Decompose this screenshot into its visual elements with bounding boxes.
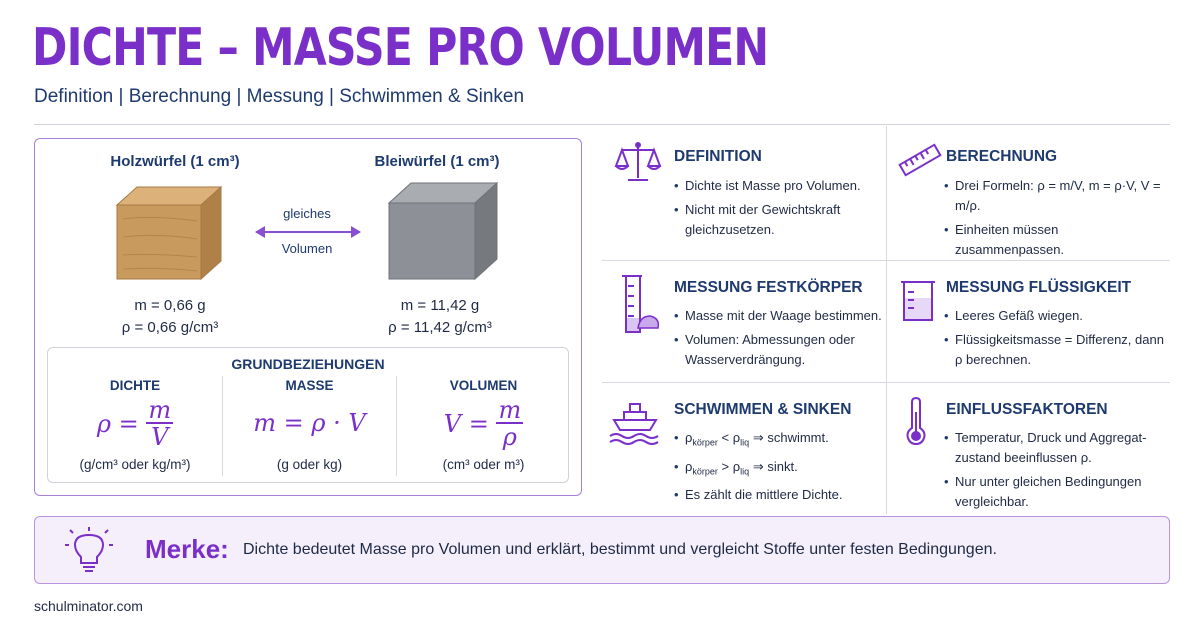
scale-icon <box>614 140 662 184</box>
relation-volume-title: VOLUMEN <box>449 378 518 393</box>
list-item: • Nur unter gleichen Bedingungen vergleichbar. <box>944 472 1156 512</box>
lead-cube-icon <box>385 179 501 283</box>
rho-symbol: ρ <box>685 458 693 474</box>
density-formula-lhs: ρ = <box>96 410 139 438</box>
footer-site: schulminator.com <box>34 598 143 614</box>
density-fraction <box>146 398 173 450</box>
list-item: • Drei Formeln: ρ = m/V, m = ρ·V, V = m/ρ. <box>944 176 1168 216</box>
density-fraction-den: V <box>151 423 169 451</box>
list-item: • Flüssigkeitsmasse = Differenz, dann ρ berechnen. <box>944 330 1166 370</box>
volume-formula <box>397 396 570 451</box>
greater-than-sign: > <box>721 458 730 474</box>
list-item: • Temperatur, Druck und Aggregatzustand beeinflussen ρ. <box>944 428 1156 468</box>
subscript-body: körper <box>692 437 718 448</box>
volume-formula-lhs: V = <box>443 410 489 438</box>
merke-box <box>34 516 1170 584</box>
volume-fraction <box>496 398 523 450</box>
merke-label: Merke: <box>145 534 229 564</box>
list-item: • Leeres Gefäß wiegen. <box>944 306 1166 326</box>
page-subtitle: Definition | Berechnung | Messung | Schwimmen & Sinken <box>34 86 525 107</box>
header-divider <box>34 124 1170 125</box>
card-definition-list <box>674 176 878 244</box>
card-schwimmen-list <box>674 428 884 509</box>
rho-symbol: ρ <box>732 458 741 474</box>
relation-density-title: DICHTE <box>109 378 161 393</box>
rho-symbol: ρ <box>685 430 693 445</box>
relation-mass <box>222 376 396 476</box>
list-item <box>674 457 884 482</box>
card-messung-fest-title: MESSUNG FESTKÖRPER <box>674 279 863 296</box>
card-messung-fluessig-list <box>944 306 1166 374</box>
mass-formula <box>223 398 396 448</box>
lightbulb-icon <box>63 525 115 577</box>
arrow-text-bottom: Volumen <box>281 241 333 256</box>
lead-mass: m = 11,42 g <box>400 297 480 314</box>
subscript-liq: liq <box>740 437 750 448</box>
ruler-icon <box>896 140 942 180</box>
list-item <box>674 428 884 453</box>
implies-arrow: ⇒ <box>752 458 764 474</box>
grid-divider-2 <box>602 382 1170 383</box>
card-einfluss-list <box>944 428 1156 516</box>
wood-density: ρ = 0,66 g/cm³ <box>121 319 219 336</box>
card-definition-title: DEFINITION <box>674 148 762 165</box>
comparison-panel <box>34 138 582 496</box>
mass-formula-expr: m = ρ · V <box>253 409 366 437</box>
card-messung-fluessig-title: MESSUNG FLÜSSIGKEIT <box>946 279 1132 296</box>
density-fraction-num: m <box>148 396 172 424</box>
mass-unit: (g oder kg) <box>276 457 343 472</box>
arrow-text-top: gleiches <box>283 206 331 221</box>
list-item: • Volumen: Abmessungen oder Wasserverdrängung. <box>674 330 884 370</box>
list-item: • Dichte ist Masse pro Volumen. <box>674 176 878 196</box>
relation-density <box>48 376 222 476</box>
relation-volume <box>396 376 570 476</box>
sink-text: sinkt. <box>767 458 798 474</box>
card-schwimmen-title: SCHWIMMEN & SINKEN <box>674 401 852 418</box>
list-item: • Masse mit der Waage bestimmen. <box>674 306 884 326</box>
lead-density: ρ = 11,42 g/cm³ <box>388 319 492 336</box>
implies-arrow: ⇒ <box>752 430 764 445</box>
wood-cube-label: Holzwürfel (1 cm³) <box>110 153 240 170</box>
wood-mass: m = 0,66 g <box>134 297 206 314</box>
volume-fraction-den: ρ <box>502 423 517 451</box>
card-berechnung-title: BERECHNUNG <box>946 148 1058 165</box>
card-einfluss-title: EINFLUSSFAKTOREN <box>946 401 1108 418</box>
double-arrow-icon <box>255 225 361 239</box>
merke-text: Dichte bedeutet Masse pro Volumen und erklärt, bestimmt und vergleicht Stoffe unter festen Bedingungen. <box>243 541 997 558</box>
relations-box <box>47 347 569 483</box>
less-than-sign: < <box>721 430 730 445</box>
float-text: schwimmt. <box>767 430 829 445</box>
list-item: • Einheiten müssen zusammenpassen. <box>944 220 1168 260</box>
list-item: • Es zählt die mittlere Dichte. <box>674 485 884 505</box>
card-berechnung-list <box>944 176 1168 264</box>
ship-icon <box>608 398 662 446</box>
volume-unit: (cm³ oder m³) <box>442 457 525 472</box>
density-unit: (g/cm³ oder kg/m³) <box>79 457 191 472</box>
lead-cube-label: Bleiwürfel (1 cm³) <box>374 153 500 170</box>
density-formula <box>48 396 222 451</box>
measuring-cylinder-icon <box>614 272 664 338</box>
card-messung-fest-list <box>674 306 884 374</box>
list-item: • Nicht mit der Gewichtskraft gleichzusetzen. <box>674 200 878 240</box>
relations-heading: GRUNDBEZIEHUNGEN <box>231 356 385 372</box>
beaker-icon <box>898 278 938 324</box>
subscript-body: körper <box>692 466 718 477</box>
volume-fraction-num: m <box>498 396 522 424</box>
subscript-liq: liq <box>740 466 750 477</box>
thermometer-icon <box>902 396 930 448</box>
rho-symbol: ρ <box>732 430 741 445</box>
page-title: DICHTE – MASSE PRO VOLUMEN <box>32 18 769 78</box>
wood-cube-icon <box>113 183 225 283</box>
grid-divider-vertical <box>886 126 887 514</box>
relation-mass-title: MASSE <box>285 378 334 393</box>
